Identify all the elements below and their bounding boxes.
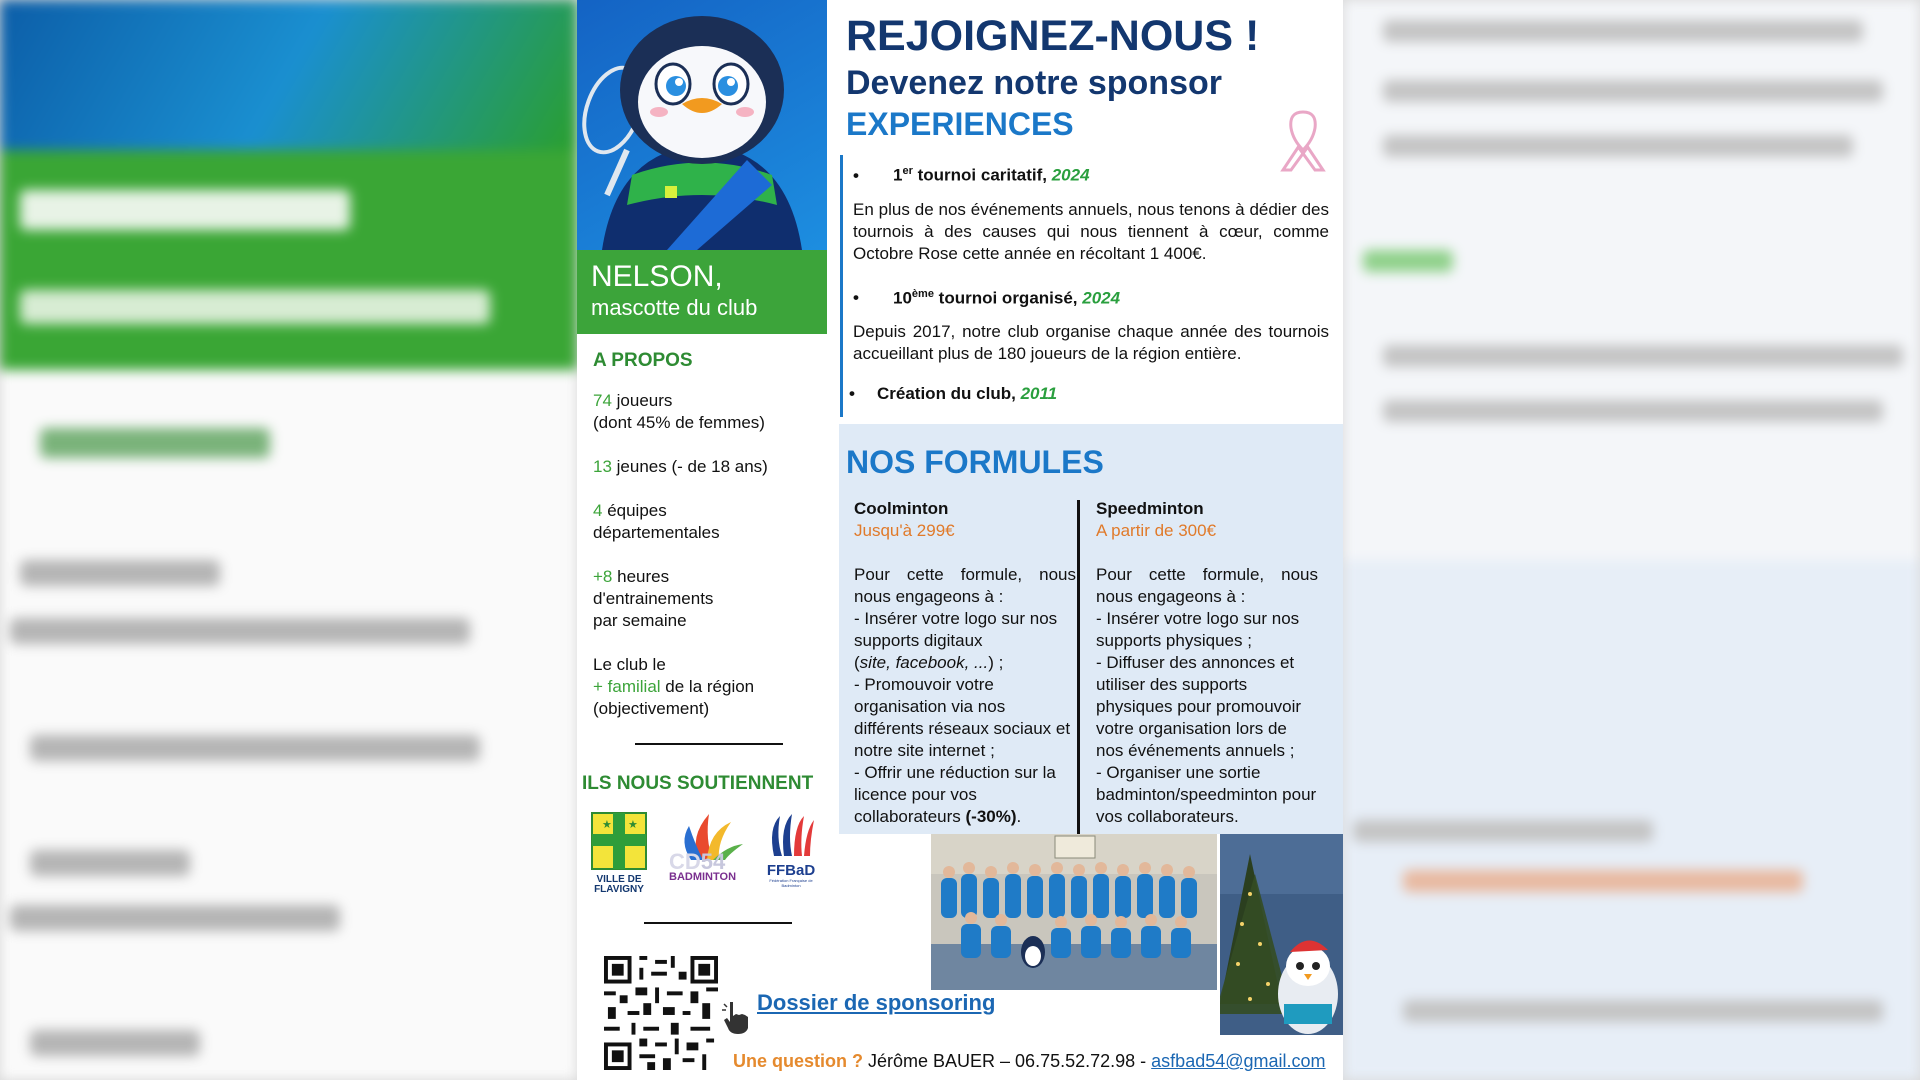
page-subtitle: Devenez notre sponsor [846, 64, 1222, 102]
christmas-tree-image [1220, 834, 1343, 1035]
sponsor-flyer [577, 0, 1343, 1080]
about-section [593, 350, 823, 742]
formule-name: Coolminton [854, 499, 949, 518]
contact-info: Jérôme BAUER – 06.75.52.72.98 - [863, 1051, 1152, 1071]
christmas-photo [1220, 834, 1343, 1035]
contact-line [733, 1051, 1326, 1072]
youth-count: 13 [593, 457, 612, 476]
about-item-players: 74 joueurs (dont 45% de femmes) [593, 391, 765, 432]
formule-price: A partir de 300€ [1096, 521, 1217, 540]
mascot-name: NELSON, [591, 260, 723, 293]
cd54-badminton-logo: CD54 BADMINTON [669, 812, 747, 883]
about-item-family: Le club le + familial de la région (objectivement) [593, 655, 755, 718]
team-photo-image [931, 834, 1217, 990]
mascot-image [577, 0, 827, 250]
supporters-title: ILS NOUS SOUTIENNENT [582, 773, 814, 794]
blurred-background-left [0, 0, 577, 1080]
about-item-hours: +8 heures d'entrainements par semaine [593, 567, 714, 630]
qr-code[interactable] [604, 956, 718, 1070]
penguin-mascot-icon [577, 0, 827, 250]
ffbad-logo: FFBaD Fédération Française de Badminton [761, 812, 821, 888]
experience-item: • 10ème tournoi organisé, 2024 [853, 287, 1121, 308]
mascot-caption [577, 250, 827, 334]
experience-description: Depuis 2017, notre club organise chaque année des tournois accueillant plus de 180 joueurs de la région entière. [853, 322, 1329, 364]
blurred-background-right [1343, 0, 1920, 1080]
formule-speedminton: Speedminton A partir de 300€ Pour cette formule, nous nous engageons à : - Insérer votre logo sur nos supports physiques ; - Diffuser des annonces et utiliser des supports physiques pour promouvoir votre organisation lors de nos événements annuels ; - Organiser une sortie badminton/speedminton pour vos collaborateurs. [1096, 499, 1318, 826]
about-item-teams: 4 équipes départementales [593, 501, 720, 542]
page-title: REJOIGNEZ-NOUS ! [846, 12, 1260, 60]
players-count: 74 [593, 391, 612, 410]
experiences-accent-line [840, 155, 843, 417]
sponsoring-dossier-link[interactable]: Dossier de sponsoring [757, 990, 996, 1015]
formules-title: NOS FORMULES [846, 444, 1104, 480]
flavigny-crest-icon [591, 812, 647, 870]
svg-text:★: ★ [628, 819, 638, 831]
experience-item: • Création du club, 2011 [849, 384, 1058, 404]
pointing-hand-icon [720, 1000, 754, 1036]
experience-description: En plus de nos événements annuels, nous tenons à dédier des tournois à des causes qui nous tiennent à cœur, comme Octobre Rose cette année en récoltant 1 400€. [853, 199, 1329, 263]
question-label: Une question ? [733, 1051, 863, 1071]
experiences-title: EXPERIENCES [846, 106, 1074, 142]
about-title: A PROPOS [593, 350, 693, 371]
teams-count: 4 [593, 501, 603, 520]
formules-divider [1077, 500, 1080, 834]
contact-email-link[interactable]: asfbad54@gmail.com [1151, 1051, 1326, 1071]
divider [644, 922, 792, 924]
experiences-list [849, 160, 1329, 405]
formule-coolminton: Coolminton Jusqu'à 299€ Pour cette formule, nous nous engageons à : - Insérer votre logo sur nos supports digitaux (site, facebook, ...) ; - Promouvoir votre organisation via nos différents réseaux sociaux et notre site internet ; - Offrir une réduction sur la licence pour vos collaborateurs (-30%). [854, 499, 1076, 826]
divider [635, 743, 783, 745]
ffbad-feathers-icon [766, 812, 816, 858]
about-item-youth: 13 jeunes (- de 18 ans) [593, 457, 768, 476]
hours-count: +8 [593, 567, 613, 586]
supporter-logos [591, 812, 831, 898]
svg-text:★: ★ [602, 819, 612, 831]
formule-name: Speedminton [1096, 499, 1204, 518]
mascot-role: mascotte du club [591, 295, 758, 320]
flavigny-logo: ★ ★ VILLE DE FLAVIGNY [591, 812, 647, 895]
experience-item: • 1er tournoi caritatif, 2024 [853, 165, 1090, 185]
team-photo [931, 834, 1217, 990]
formule-price: Jusqu'à 299€ [854, 521, 955, 540]
